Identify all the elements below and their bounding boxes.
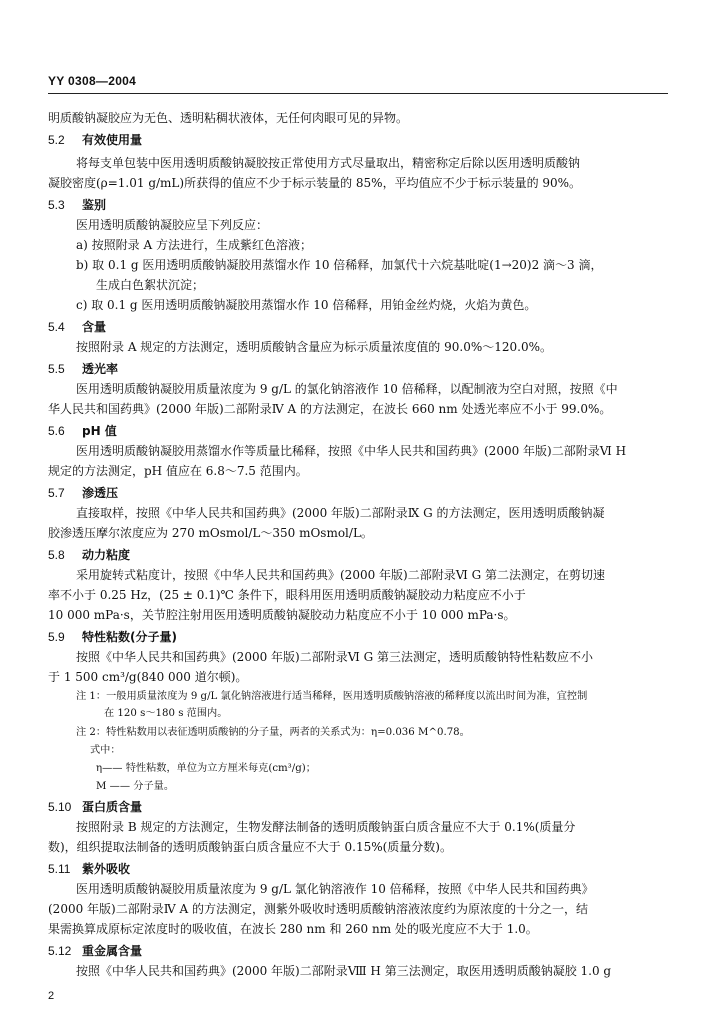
standard-number-header: YY 0308—2004 bbox=[48, 74, 137, 88]
section-5-10-heading bbox=[48, 798, 142, 816]
section-title: 动力粘度 bbox=[82, 548, 131, 562]
section-5-5-heading bbox=[48, 360, 118, 378]
section-number: 5.3 bbox=[48, 198, 65, 212]
text-line: 于 1 500 cm³/g(840 000 道尔顿)。 bbox=[48, 670, 248, 684]
section-5-3-heading bbox=[48, 196, 106, 214]
section-number: 5.4 bbox=[48, 320, 65, 334]
section-5-6-heading bbox=[48, 422, 117, 440]
note-line: η—— 特性粘数，单位为立方厘米每克(cm³/g)； bbox=[96, 763, 316, 774]
header-rule bbox=[48, 93, 668, 94]
text-line: 果需换算成原标定浓度时的吸收值，在波长 280 nm 和 260 nm 处的吸光度应不大于 1.0。 bbox=[48, 922, 538, 936]
text-line: 华人民共和国药典》(2000 年版)二部附录Ⅳ A 的方法测定，在波长 660 nm 处透光率应不小于 99.0%。 bbox=[48, 402, 612, 416]
text-line: 采用旋转式粘度计，按照《中华人民共和国药典》(2000 年版)二部附录Ⅵ G 第二法测定，在剪切速 bbox=[76, 568, 606, 582]
section-5-11-heading bbox=[48, 860, 130, 878]
section-5-4-heading bbox=[48, 318, 106, 336]
section-title: 有效使用量 bbox=[82, 133, 143, 147]
text-line: 医用透明质酸钠凝胶用质量浓度为 9 g/L 氯化钠溶液作 10 倍稀释，按照《中华人民共和国药典》 bbox=[76, 882, 594, 896]
text-line: 生成白色絮状沉淀； bbox=[96, 278, 205, 292]
text-line: 胶渗透压摩尔浓度应为 270 mOsmol/L～350 mOsmol/L。 bbox=[48, 526, 373, 540]
note-line: 注 1：一般用质量浓度为 9 g/L 氯化钠溶液进行适当稀释，医用透明质酸钠溶液的稀释度以流出时间为准，宜控制 bbox=[76, 691, 588, 702]
text-line: 率不小于 0.25 Hz，(25 ± 0.1)℃ 条件下，眼科用医用透明质酸钠凝胶动力粘度应不小于 bbox=[48, 588, 526, 602]
note-line: 注 2：特性粘数用以表征透明质酸钠的分子量，两者的关系式为：η=0.036 M^0.78。 bbox=[76, 727, 470, 738]
text-line: (2000 年版)二部附录Ⅳ A 的方法测定，测紫外吸收时透明质酸钠溶液浓度约为原浓度的十分之一，结 bbox=[48, 902, 589, 916]
section-title: 鉴别 bbox=[82, 198, 107, 212]
section-5-7-heading bbox=[48, 484, 118, 502]
text-line: 明质酸钠凝胶应为无色、透明粘稠状液体，无任何肉眼可见的异物。 bbox=[48, 111, 409, 125]
section-5-2-heading bbox=[48, 131, 142, 149]
text-line: 医用透明质酸钠凝胶用蒸馏水作等质量比稀释，按照《中华人民共和国药典》(2000 年版)二部附录Ⅵ H bbox=[76, 444, 627, 458]
section-5-8-heading bbox=[48, 546, 130, 564]
section-number: 5.5 bbox=[48, 362, 65, 376]
section-number: 5.9 bbox=[48, 630, 65, 644]
section-number: 5.7 bbox=[48, 486, 65, 500]
section-number: 5.8 bbox=[48, 548, 65, 562]
text-line: b) 取 0.1 g 医用透明质酸钠凝胶用蒸馏水作 10 倍稀释，加氯代十六烷基吡啶(1→20)2 滴～3 滴， bbox=[76, 258, 603, 272]
section-number: 5.6 bbox=[48, 424, 65, 438]
text-line: 按照附录 A 规定的方法测定，透明质酸钠含量应为标示质量浓度值的 90.0%～120.0%。 bbox=[76, 340, 552, 354]
text-line: c) 取 0.1 g 医用透明质酸钠凝胶用蒸馏水作 10 倍稀释，用铂金丝灼烧，火焰为黄色。 bbox=[76, 298, 537, 312]
note-line: 在 120 s～180 s 范围内。 bbox=[104, 708, 228, 719]
text-line: 10 000 mPa·s，关节腔注射用医用透明质酸钠凝胶动力粘度应不小于 10 000 mPa·s。 bbox=[48, 608, 516, 622]
section-number: 5.10 bbox=[48, 800, 72, 814]
page-number: 2 bbox=[48, 990, 55, 1002]
section-title: 重金属含量 bbox=[82, 944, 143, 958]
note-line: 式中： bbox=[90, 745, 121, 756]
section-number: 5.12 bbox=[48, 944, 72, 958]
text-line: 直接取样，按照《中华人民共和国药典》(2000 年版)二部附录Ⅸ G 的方法测定，医用透明质酸钠凝 bbox=[76, 506, 605, 520]
section-number: 5.11 bbox=[48, 862, 71, 876]
text-line: 规定的方法测定，pH 值应在 6.8～7.5 范围内。 bbox=[48, 464, 308, 478]
section-title: 特性粘数(分子量) bbox=[82, 630, 177, 644]
section-title: 蛋白质含量 bbox=[82, 800, 143, 814]
section-title: 紫外吸收 bbox=[82, 862, 131, 876]
section-5-12-heading bbox=[48, 942, 142, 960]
note-line: M —— 分子量。 bbox=[96, 781, 175, 792]
text-line: a) 按照附录 A 方法进行，生成紫红色溶液； bbox=[76, 238, 312, 252]
text-line: 按照《中华人民共和国药典》(2000 年版)二部附录Ⅷ H 第三法测定，取医用透明质酸钠凝胶 1.0 g bbox=[76, 964, 612, 978]
text-line: 按照附录 B 规定的方法测定，生物发酵法制备的透明质酸钠蛋白质含量应不大于 0.1%(质量分 bbox=[76, 820, 576, 834]
text-line: 将每支单包装中医用透明质酸钠凝胶按正常使用方式尽量取出，精密称定后除以医用透明质酸钠 bbox=[76, 156, 581, 170]
text-line: 按照《中华人民共和国药典》(2000 年版)二部附录Ⅵ G 第三法测定，透明质酸钠特性粘数应不小 bbox=[76, 650, 594, 664]
section-number: 5.2 bbox=[48, 133, 65, 147]
section-5-9-heading bbox=[48, 628, 177, 646]
text-line: 医用透明质酸钠凝胶用质量浓度为 9 g/L 的氯化钠溶液作 10 倍稀释，以配制液为空白对照，按照《中 bbox=[76, 382, 618, 396]
section-title: 含量 bbox=[82, 320, 107, 334]
section-title: pH 值 bbox=[82, 424, 117, 438]
text-line: 医用透明质酸钠凝胶应呈下列反应： bbox=[76, 218, 269, 232]
section-title: 透光率 bbox=[82, 362, 119, 376]
section-title: 渗透压 bbox=[82, 486, 119, 500]
text-line: 数)，组织提取法制备的透明质酸钠蛋白质含量应不大于 0.15%(质量分数)。 bbox=[48, 840, 452, 854]
text-line: 凝胶密度(ρ=1.01 g/mL)所获得的值应不少于标示装量的 85%，平均值应不少于标示装量的 90%。 bbox=[48, 176, 582, 190]
